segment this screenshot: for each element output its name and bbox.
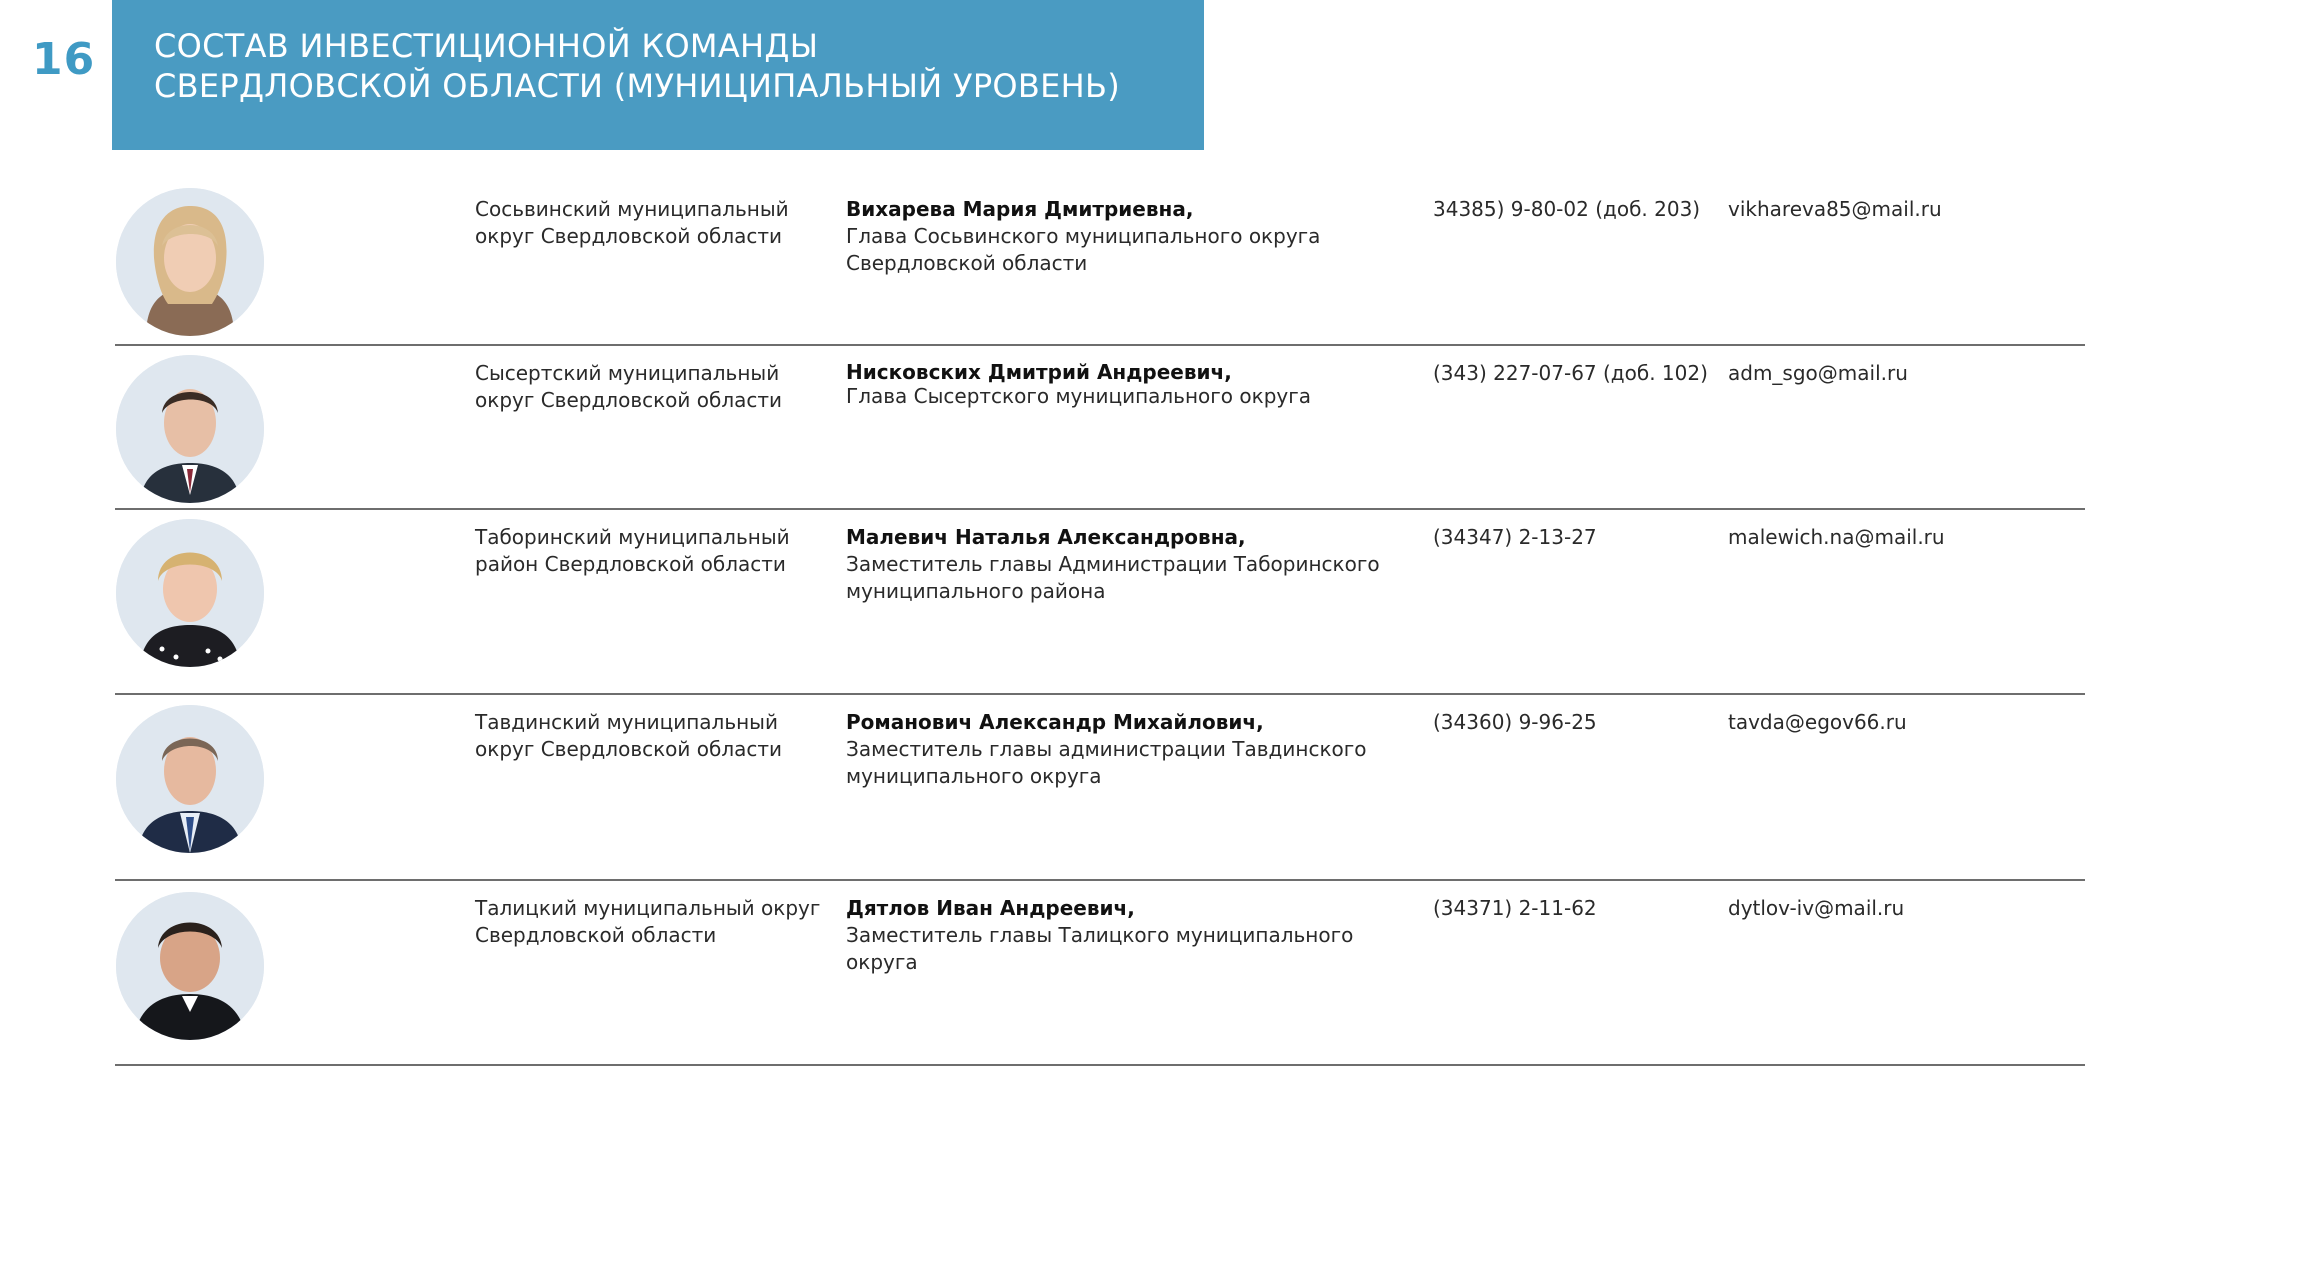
person-photo-icon xyxy=(116,519,264,667)
page-header xyxy=(112,0,1204,150)
organization-line: Сысертский муниципальный xyxy=(475,361,780,385)
person-photo-icon xyxy=(116,355,264,503)
person-name: Малевич Наталья Александровна, xyxy=(846,525,1246,549)
organization-line: Свердловской области xyxy=(475,923,717,947)
person-position: муниципального округа xyxy=(846,764,1102,788)
organization-line: Тавдинский муниципальный xyxy=(475,710,778,734)
person-position: Заместитель главы Талицкого муниципального xyxy=(846,923,1354,947)
person-cell xyxy=(846,524,1406,605)
phone-cell: (343) 227-07-67 (доб. 102) xyxy=(1433,361,1708,385)
person-position: муниципального района xyxy=(846,579,1106,603)
organization-cell xyxy=(475,524,835,578)
person-photo-icon xyxy=(116,705,264,853)
person-position: Свердловской области xyxy=(846,251,1088,275)
page-title-line-1: СОСТАВ ИНВЕСТИЦИОННОЙ КОМАНДЫ xyxy=(154,27,819,65)
avatar xyxy=(116,355,264,503)
organization-cell xyxy=(475,196,835,250)
organization-line: округ Свердловской области xyxy=(475,737,783,761)
person-position: округа xyxy=(846,950,918,974)
person-position: Заместитель главы администрации Тавдинского xyxy=(846,737,1367,761)
organization-line: Сосьвинский муниципальный xyxy=(475,197,789,221)
team-member-row xyxy=(115,346,2085,510)
person-cell xyxy=(846,895,1406,976)
person-position: Заместитель главы Администрации Таборинского xyxy=(846,552,1380,576)
team-member-row xyxy=(115,695,2085,881)
avatar xyxy=(116,188,264,336)
person-position: Глава Сосьвинского муниципального округа xyxy=(846,224,1321,248)
organization-cell xyxy=(475,709,835,763)
organization-cell xyxy=(475,360,835,414)
person-photo-icon xyxy=(116,892,264,1040)
email-cell[interactable]: tavda@egov66.ru xyxy=(1728,710,1907,734)
phone-cell: 34385) 9-80-02 (доб. 203) xyxy=(1433,197,1701,221)
team-member-row xyxy=(115,881,2085,1066)
person-name: Дятлов Иван Андреевич, xyxy=(846,896,1135,920)
page-title-line-2: СВЕРДЛОВСКОЙ ОБЛАСТИ (МУНИЦИПАЛЬНЫЙ УРОВЕНЬ) xyxy=(154,67,1121,105)
phone-cell: (34347) 2-13-27 xyxy=(1433,525,1597,549)
person-photo-icon xyxy=(116,188,264,336)
person-cell xyxy=(846,196,1406,277)
team-member-row xyxy=(115,184,2085,346)
team-member-row xyxy=(115,510,2085,695)
organization-line: район Свердловской области xyxy=(475,552,786,576)
person-cell xyxy=(846,709,1406,790)
person-name: Вихарева Мария Дмитриевна, xyxy=(846,197,1194,221)
phone-cell: (34360) 9-96-25 xyxy=(1433,710,1597,734)
person-name: Романович Александр Михайлович, xyxy=(846,710,1264,734)
email-cell[interactable]: adm_sgo@mail.ru xyxy=(1728,361,1908,385)
organization-cell xyxy=(475,895,835,949)
page-title xyxy=(154,26,1204,106)
organization-line: округ Свердловской области xyxy=(475,388,783,412)
organization-line: Таборинский муниципальный xyxy=(475,525,790,549)
person-position: Глава Сысертского муниципального округа xyxy=(846,384,1311,408)
team-list xyxy=(115,184,2085,1066)
phone-cell: (34371) 2-11-62 xyxy=(1433,896,1597,920)
avatar xyxy=(116,519,264,667)
organization-line: Талицкий муниципальный округ xyxy=(475,896,821,920)
email-cell[interactable]: malewich.na@mail.ru xyxy=(1728,525,1945,549)
person-name: Нисковских Дмитрий Андреевич, xyxy=(846,360,1232,384)
email-cell[interactable]: dytlov-iv@mail.ru xyxy=(1728,896,1905,920)
avatar xyxy=(116,705,264,853)
page-number: 16 xyxy=(32,34,96,85)
person-cell xyxy=(846,360,1406,408)
organization-line: округ Свердловской области xyxy=(475,224,783,248)
avatar xyxy=(116,892,264,1040)
email-cell[interactable]: vikhareva85@mail.ru xyxy=(1728,197,1942,221)
